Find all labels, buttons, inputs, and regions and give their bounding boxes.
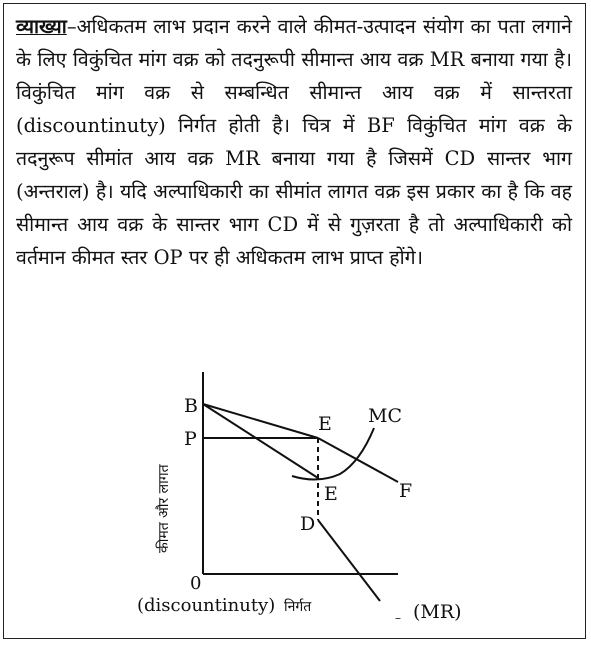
y-axis-label: कीमत और लागत — [156, 464, 172, 553]
label-p: P — [184, 428, 197, 450]
label-d: D — [300, 513, 316, 535]
label-b: B — [184, 395, 198, 417]
label-e-bottom: E — [324, 483, 338, 505]
explanation-text: –अधिकतम लाभ प्रदान करने वाले कीमत-उत्पादन संयोग का पता लगाने के लिए विकुंचित मांग वक्र को तदनुरूपी सीमान्त आय वक्र MR बनाया गया है। विकुंचित मांग वक्र से सम्बन्धित सीमान्त आय वक्र में सान्तरता (discountinuty) निर्गत होती है। चित्र में BF विकुंचित मांग वक्र के तदनुरूप सीमांत आय वक्र MR बनाया गया है जिसमें CD सान्तर भाग (अन्तराल) है। यदि अल्पाधिकारी का सीमांत लागत वक्र इस प्रकार का है कि वह सीमान्त आय वक्र के सान्तर भाग CD में से गुज़रता है तो अल्पाधिकारी को वर्तमान कीमत स्तर OP पर ही अधिकतम लाभ प्राप्त होंगे। — [16, 15, 572, 269]
label-f: F — [399, 480, 413, 502]
x-axis-label: निर्गत — [284, 599, 312, 615]
label-origin: 0 — [190, 573, 202, 594]
demand-curve-ef — [318, 438, 398, 482]
mr-dash: – — [395, 611, 401, 625]
mc-curve — [292, 428, 374, 480]
explanation-heading: व्याख्या — [16, 15, 67, 38]
demand-curve-be — [203, 404, 318, 438]
mr-curve-lower — [318, 520, 380, 601]
mr-label: (MR) — [413, 601, 462, 623]
label-mc: MC — [368, 405, 402, 427]
label-e-top: E — [318, 413, 332, 435]
x-axis-note: (discountinuty) — [137, 595, 276, 616]
mr-curve-upper — [203, 404, 318, 478]
